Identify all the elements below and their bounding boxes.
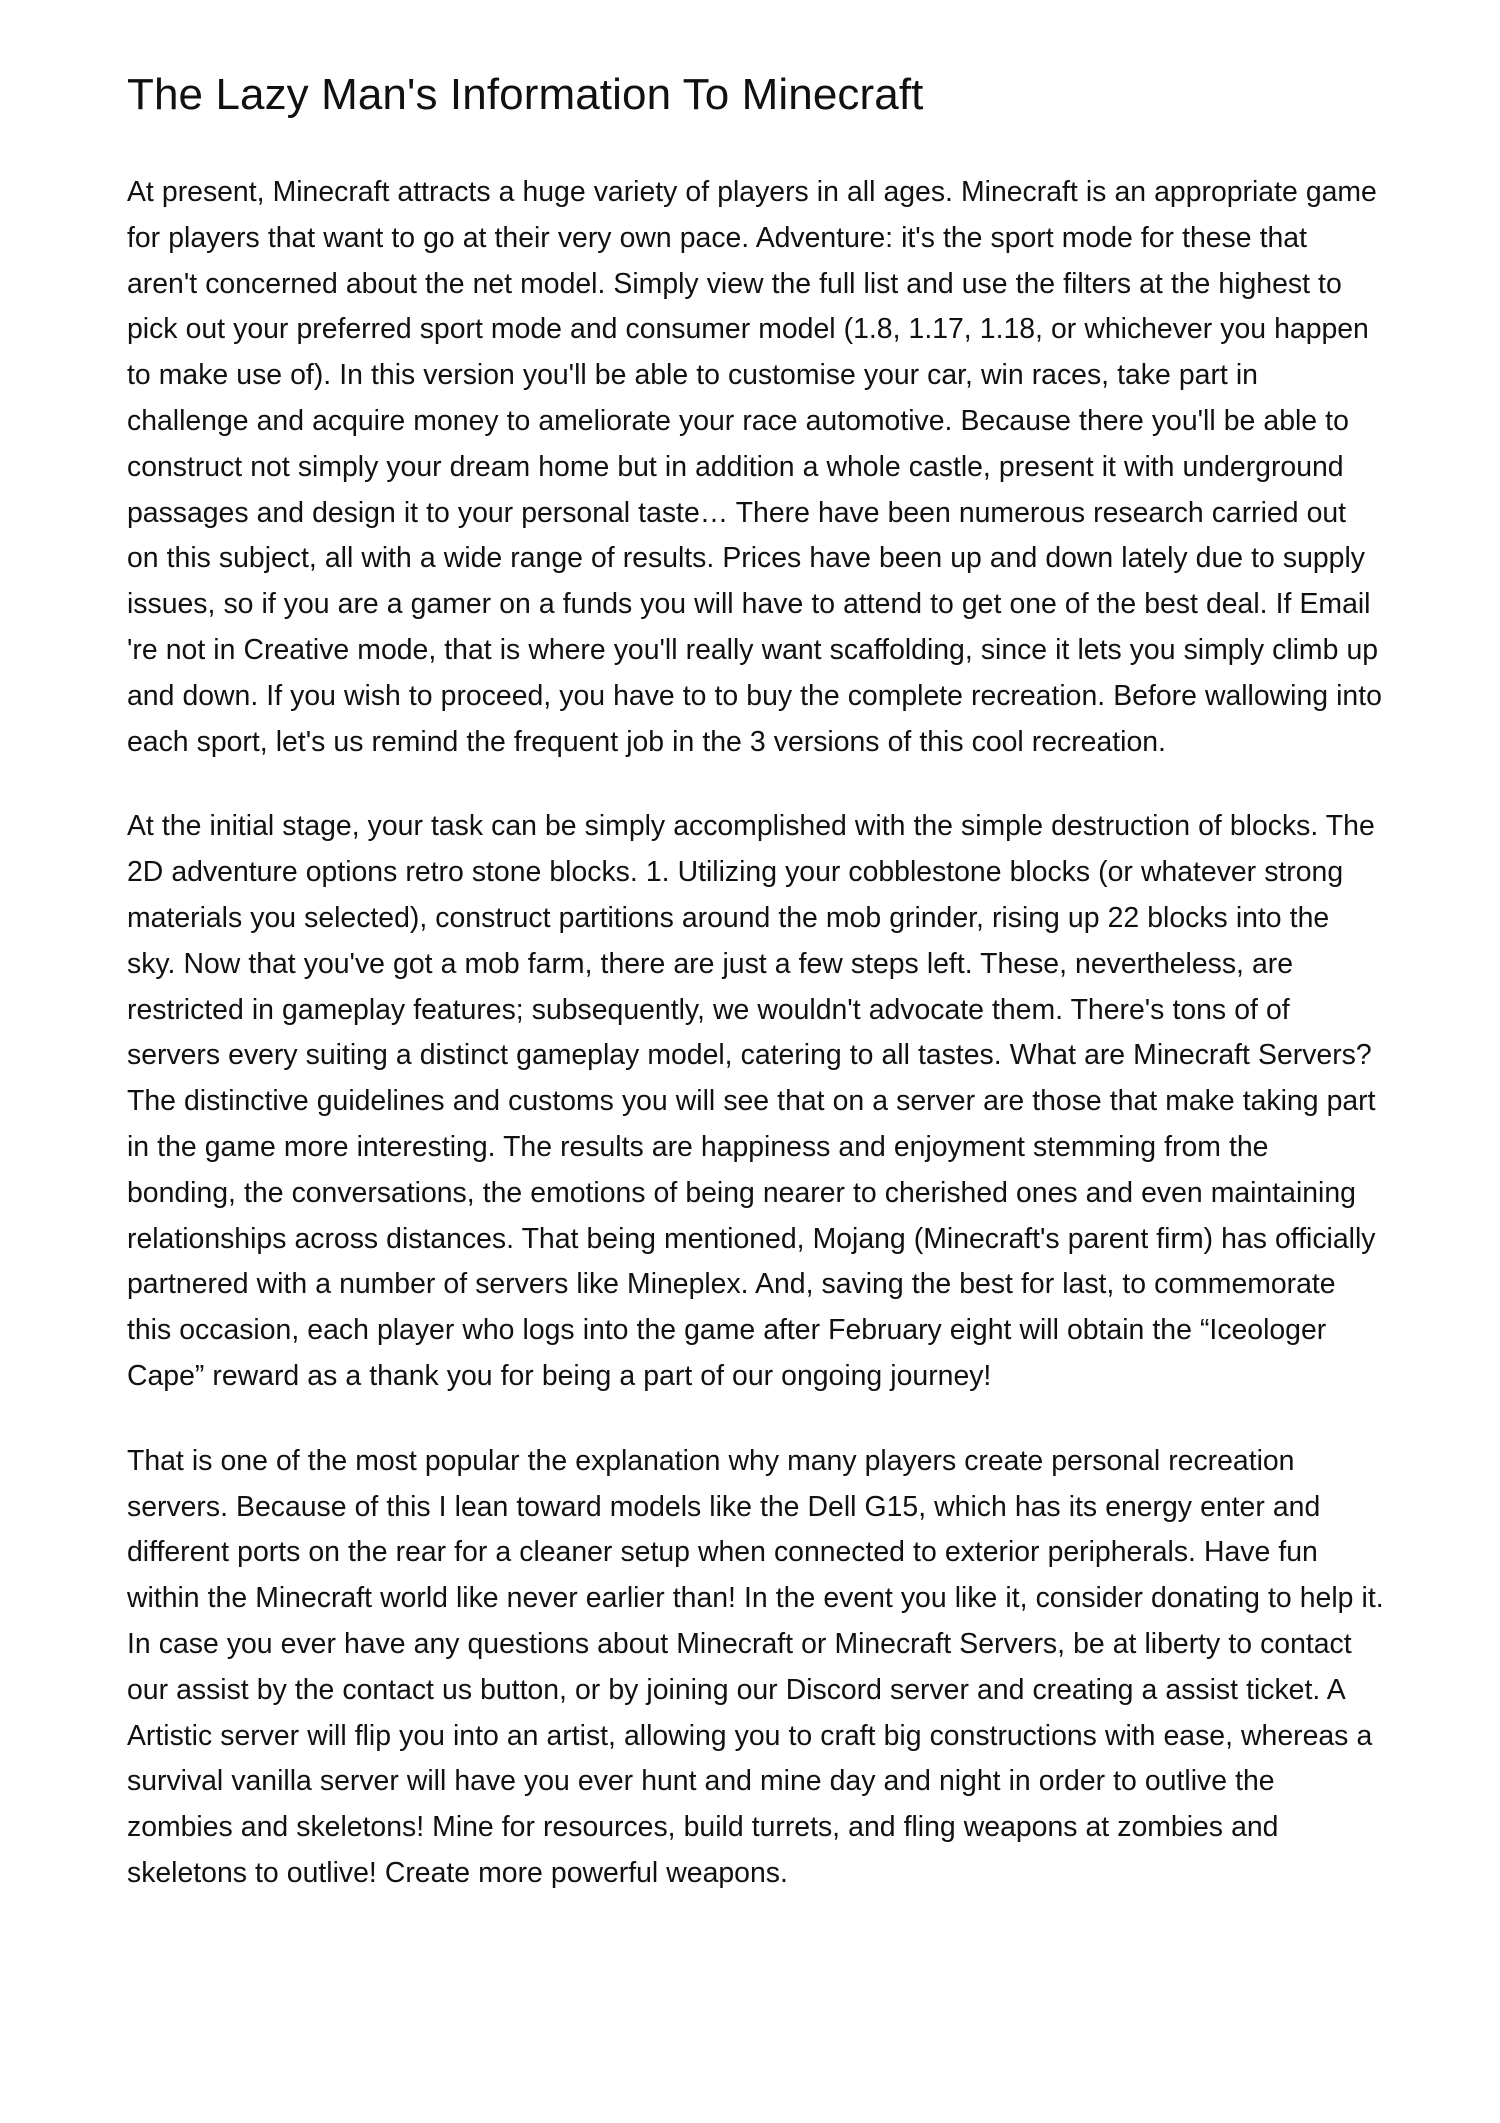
document-page — [127, 0, 1385, 1897]
paragraph-1: At present, Minecraft attracts a huge variety of players in all ages. Minecraft is an appropriate game for players that want to go at their very own pace. Adventure: it's the sport mode for these that aren't concerned about the net model. Simply view the full list and use the filters at the highest to pick out your preferred sport mode and consumer model (1.8, 1.17, 1.18, or whichever you happen to make use of). In this version you'll be able to customise your car, win races, take part in challenge and acquire money to ameliorate your race automotive. Because there you'll be able to construct not simply your dream home but in addition a whole castle, present it with underground passages and design it to your personal taste… There have been numerous research carried out on this subject, all with a wide range of results. Prices have been up and down lately due to supply issues, so if you are a gamer on a funds you will have to attend to get one of the best deal. If Email 're not in Creative mode, that is where you'll really want scaffolding, since it lets you simply climb up and down. If you wish to proceed, you have to to buy the complete recreation. Before wallowing into each sport, let's us remind the frequent job in the 3 versions of this cool recreation. — [127, 176, 1382, 758]
document-title: The Lazy Man's Information To Minecraft — [127, 70, 924, 119]
paragraph-3: That is one of the most popular the explanation why many players create personal recreation servers. Because of this I lean toward models like the Dell G15, which has its energy enter and different ports on the rear for a cleaner setup when connected to exterior peripherals. Have fun within the Minecraft world like never earlier than! In the event you like it, consider donating to help it. In case you ever have any questions about Minecraft or Minecraft Servers, be at liberty to contact our assist by the contact us button, or by joining our Discord server and creating a assist ticket. A Artistic server will flip you into an artist, allowing you to craft big constructions with ease, whereas a survival vanilla server will have you ever hunt and mine day and night in order to outlive the zombies and skeletons! Mine for resources, build turrets, and fling weapons at zombies and skeletons to outlive! Create more powerful weapons. — [127, 1444, 1384, 1889]
paragraph-2: At the initial stage, your task can be simply accomplished with the simple destruction of blocks. The 2D adventure options retro stone blocks. 1. Utilizing your cobblestone blocks (or whatever strong materials you selected), construct partitions around the mob grinder, rising up 22 blocks into the sky. Now that you've got a mob farm, there are just a few steps left. These, nevertheless, are restricted in gameplay features; subsequently, we wouldn't advocate them. There's tons of of servers every suiting a distinct gameplay model, catering to all tastes. What are Minecraft Servers? The distinctive guidelines and customs you will see that on a server are those that make taking part in the game more interesting. The results are happiness and enjoyment stemming from the bonding, the conversations, the emotions of being nearer to cherished ones and even maintaining relationships across distances. That being mentioned, Mojang (Minecraft's parent firm) has officially partnered with a number of servers like Mineplex. And, saving the best for last, to commemorate this occasion, each player who logs into the game after February eight will obtain the “Iceologer Cape” reward as a thank you for being a part of our ongoing journey! — [127, 810, 1376, 1392]
